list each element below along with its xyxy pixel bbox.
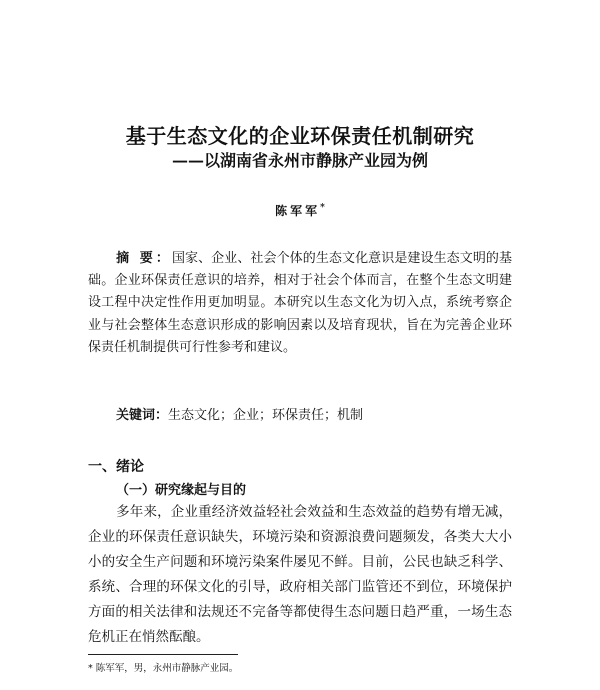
abstract <box>88 248 512 359</box>
author-line <box>0 202 600 219</box>
abstract-label: 摘 要： <box>116 251 172 266</box>
keywords <box>116 404 512 423</box>
keywords-label: 关键词： <box>116 408 169 423</box>
subsection-heading: （一）研究缘起与目的 <box>116 483 247 498</box>
abstract-text: 国家、企业、社会个体的生态文化意识是建设生态文明的基础。企业环保责任意识的培养，相对于社会个体而言，在整个生态文明建设工程中决定性作用更加明显。本研究以生态文化为切入点，系统考察企业与社会整体生态意识形成的影响因素以及培育现状，旨在为完善企业环保责任机制提供可行性参考和建议。 <box>88 251 512 355</box>
paper-title: 基于生态文化的企业环保责任机制研究 <box>125 124 475 148</box>
footnote: * 陈军军，男，永州市静脉产业园。 <box>88 663 239 674</box>
author-name: 陈军军 <box>275 204 321 218</box>
body-paragraph-text: 多年来，企业重经济效益轻社会效益和生态效益的趋势有增无减，企业的环保责任意识缺失，环境污染和资源浪费问题频发，各类大大小小的安全生产问题和环境污染案件屡见不鲜。目前，公民也缺乏科学、系统、合理的环保文化的引导，政府相关部门监管还不到位，环境保护方面的相关法律和法规还不完备等都使得生态问题日趋严重，一场生态危机正在悄然酝酿。 <box>88 504 512 645</box>
body-paragraph <box>88 500 512 650</box>
author-footnote-mark: * <box>320 203 325 213</box>
section-heading: 一、绪论 <box>88 459 144 475</box>
paper-subtitle: ——以湖南省永州市静脉产业园为例 <box>171 151 428 170</box>
keywords-text: 生态文化；企业；环保责任；机制 <box>168 408 364 423</box>
footnote-rule <box>88 654 238 655</box>
